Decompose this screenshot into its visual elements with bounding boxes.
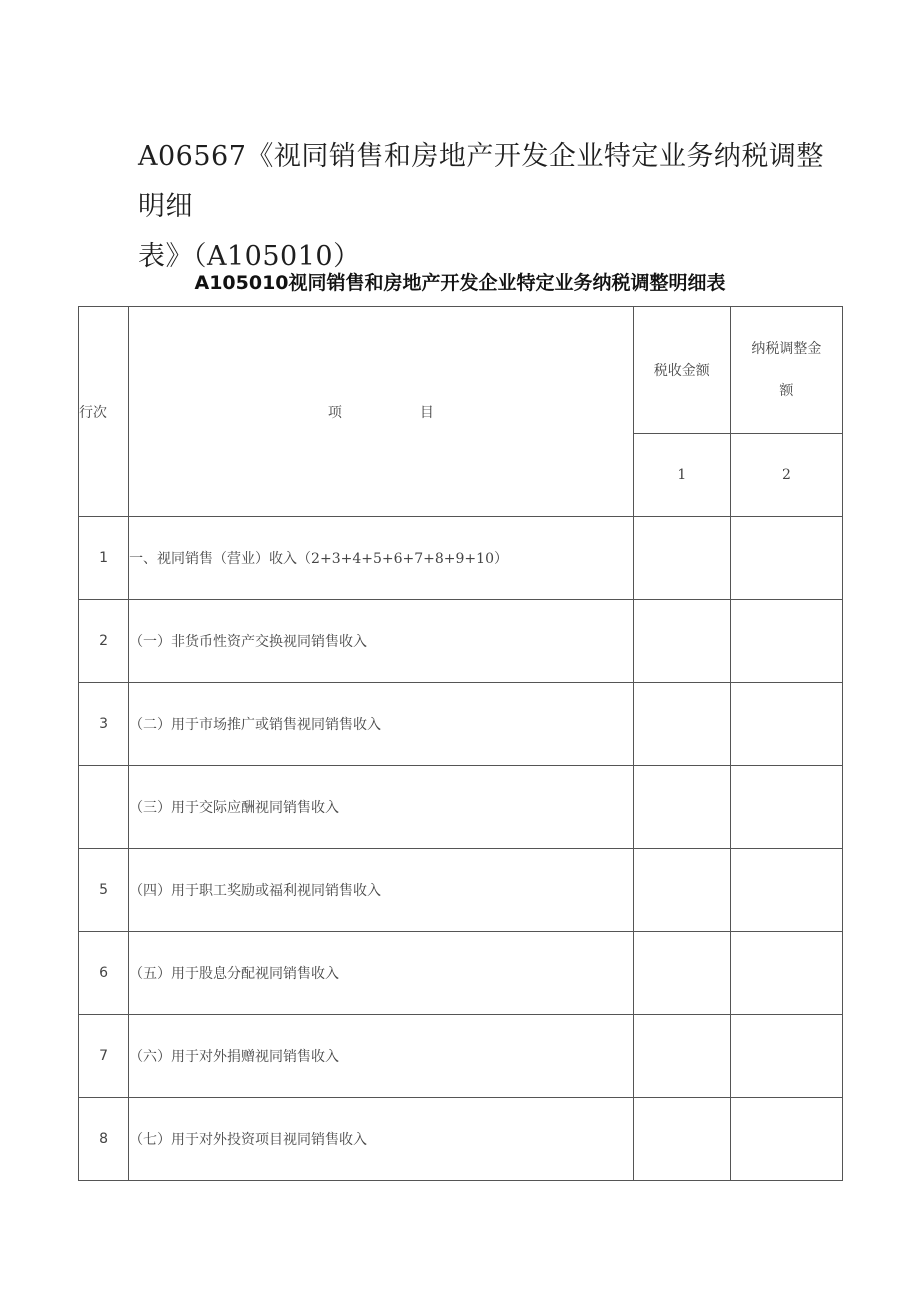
row-item: （三）用于交际应酬视同销售收入 [129, 766, 634, 849]
header-item-part1: 项 [327, 404, 342, 421]
row-tax-amount-cell[interactable] [633, 849, 730, 932]
row-adjustment-amount-cell[interactable] [730, 1098, 842, 1181]
header-adjustment-line1: 纳税调整金 [751, 341, 822, 357]
row-item: （一）非货币性资产交换视同销售收入 [129, 600, 634, 683]
table-row [79, 849, 843, 932]
header-tax-amount: 税收金额 [633, 307, 730, 434]
row-line-number [79, 766, 129, 849]
row-tax-amount-cell[interactable] [633, 766, 730, 849]
column-number-2: 2 [730, 434, 842, 517]
adjustment-detail-table [78, 306, 843, 1181]
header-adjustment-amount [730, 307, 842, 434]
document-heading [138, 132, 838, 282]
row-item: （六）用于对外捐赠视同销售收入 [129, 1015, 634, 1098]
table-row [79, 517, 843, 600]
row-adjustment-amount-cell[interactable] [730, 683, 842, 766]
table-title: A105010视同销售和房地产开发企业特定业务纳税调整明细表 [194, 272, 726, 294]
row-adjustment-amount-cell[interactable] [730, 600, 842, 683]
row-tax-amount-cell[interactable] [633, 600, 730, 683]
table-row [79, 683, 843, 766]
table-row [79, 600, 843, 683]
row-line-number: 2 [79, 600, 129, 683]
row-tax-amount-cell[interactable] [633, 932, 730, 1015]
row-item: （四）用于职工奖励或福利视同销售收入 [129, 849, 634, 932]
row-line-number: 6 [79, 932, 129, 1015]
row-item: （五）用于股息分配视同销售收入 [129, 932, 634, 1015]
row-line-number: 7 [79, 1015, 129, 1098]
document-heading-line1: A06567《视同销售和房地产开发企业特定业务纳税调整明细 [138, 141, 824, 222]
row-tax-amount-cell[interactable] [633, 517, 730, 600]
document-heading-line2: 表》（A105010） [138, 241, 361, 272]
header-item [129, 307, 634, 517]
row-item: （七）用于对外投资项目视同销售收入 [129, 1098, 634, 1181]
table-row [79, 1015, 843, 1098]
row-line-number: 3 [79, 683, 129, 766]
row-adjustment-amount-cell[interactable] [730, 766, 842, 849]
row-adjustment-amount-cell[interactable] [730, 849, 842, 932]
row-tax-amount-cell[interactable] [633, 1015, 730, 1098]
table-row [79, 766, 843, 849]
row-item: 一、视同销售（营业）收入（2+3+4+5+6+7+8+9+10） [129, 517, 634, 600]
row-line-number: 5 [79, 849, 129, 932]
row-item: （二）用于市场推广或销售视同销售收入 [129, 683, 634, 766]
row-adjustment-amount-cell[interactable] [730, 1015, 842, 1098]
header-line-number: 行次 [79, 307, 129, 517]
row-tax-amount-cell[interactable] [633, 1098, 730, 1181]
row-adjustment-amount-cell[interactable] [730, 932, 842, 1015]
column-number-1: 1 [633, 434, 730, 517]
header-item-part2: 目 [419, 404, 434, 421]
row-tax-amount-cell[interactable] [633, 683, 730, 766]
row-line-number: 1 [79, 517, 129, 600]
table-row [79, 932, 843, 1015]
row-adjustment-amount-cell[interactable] [730, 517, 842, 600]
header-adjustment-line2: 额 [779, 383, 794, 399]
table-header-row [79, 307, 843, 434]
table-row [79, 1098, 843, 1181]
row-line-number: 8 [79, 1098, 129, 1181]
